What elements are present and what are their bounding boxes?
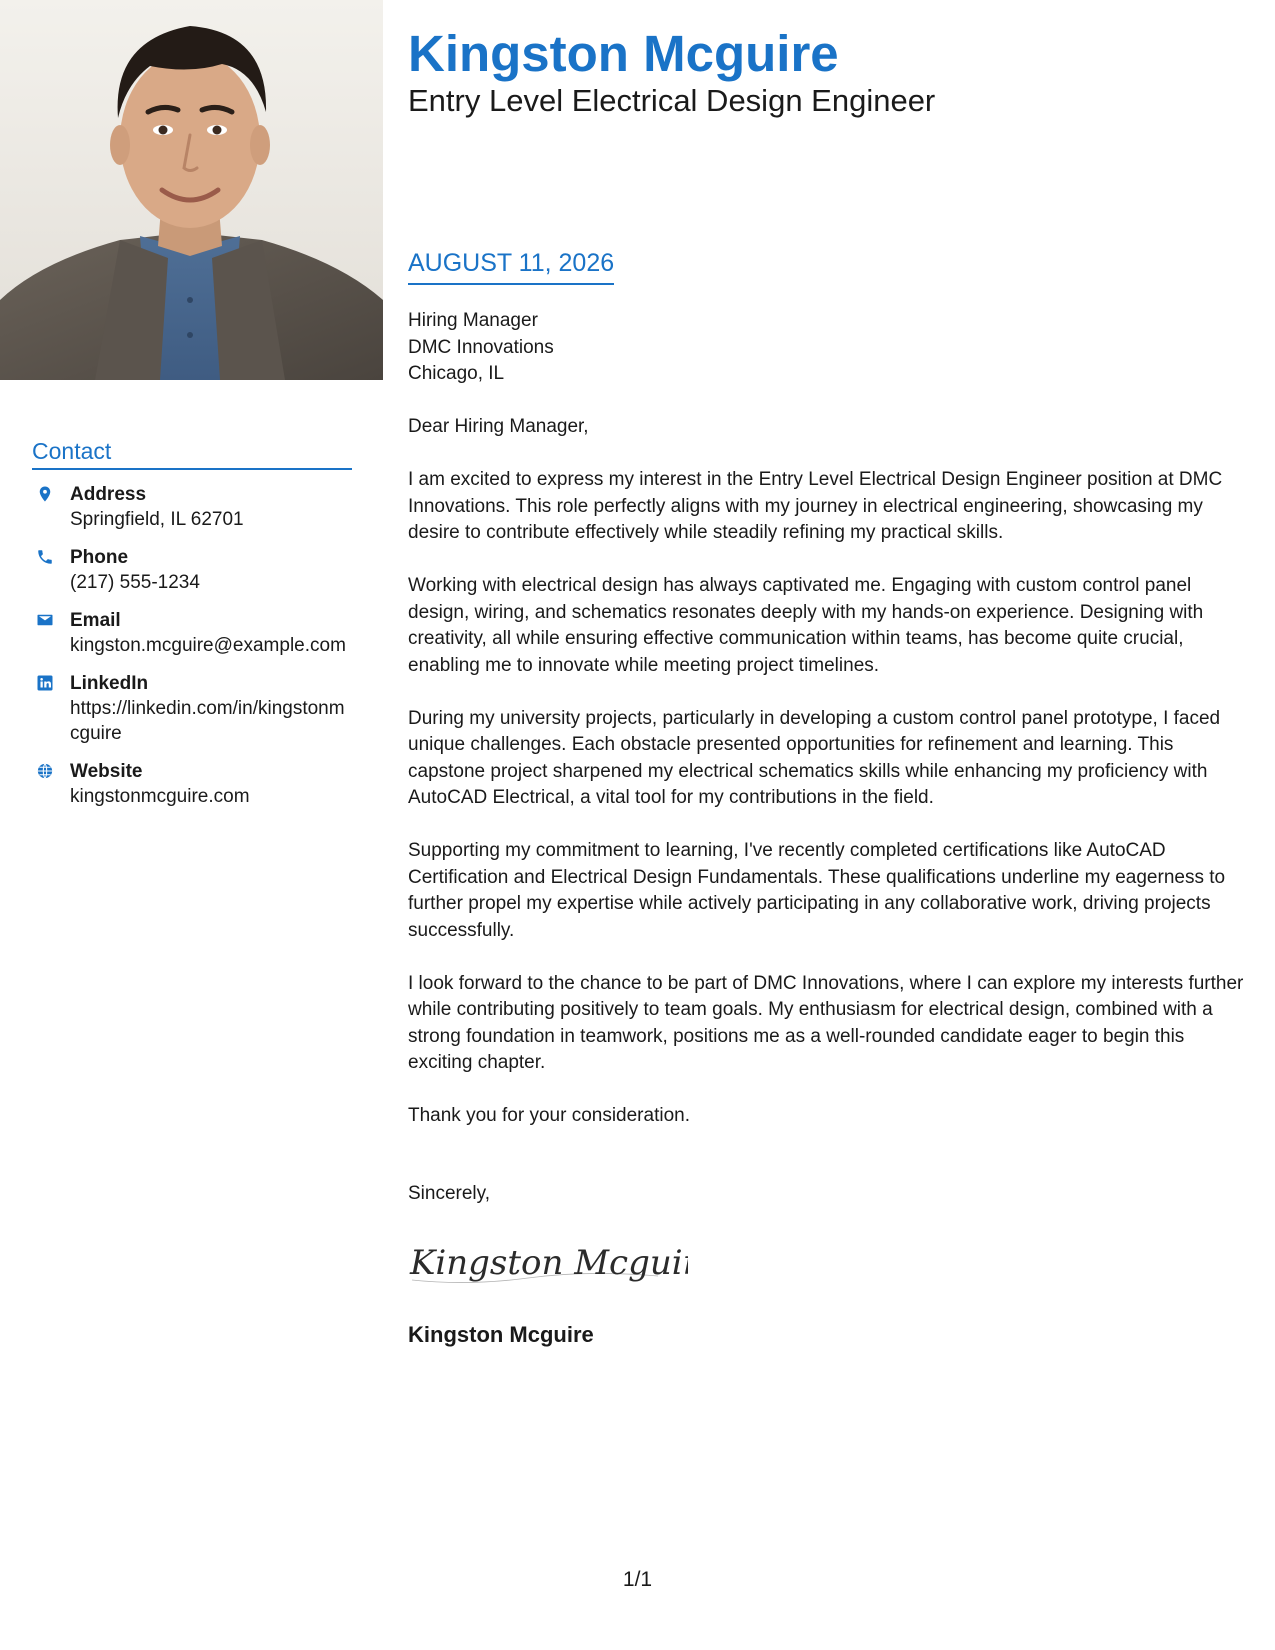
contact-heading: Contact xyxy=(32,438,352,470)
letter-date: AUGUST 11, 2026 xyxy=(408,249,614,285)
body-paragraph: Working with electrical design has always captivated me. Engaging with custom control panel design, wiring, and schematics resonates deeply with my hands-on experience. Designing with creativity, all while ensuring effective communication within teams, has become quite crucial, enabling me to innovate while meeting project timelines. xyxy=(408,575,1204,676)
recipient-line: Hiring Manager xyxy=(408,310,538,331)
recipient-block xyxy=(408,308,554,388)
phone-value[interactable]: (217) 555-1234 xyxy=(70,572,200,593)
contact-item-phone xyxy=(32,545,352,595)
contact-item-email xyxy=(32,608,352,658)
body-paragraph: I look forward to the chance to be part of DMC Innovations, where I can explore my interests further while contributing positively to team goals. My enthusiasm for electrical design, combined with a strong foundation in teamwork, positions me as a well-rounded candidate eager to begin this exciting chapter. xyxy=(408,972,1244,1073)
body-paragraph: Supporting my commitment to learning, I've recently completed certifications like AutoCAD Certification and Electrical Design Fundamentals. These qualifications underline my eagerness to further propel my expertise while actively participating in any collaborative work, driving projects successfully. xyxy=(408,840,1226,941)
contact-item-website xyxy=(32,759,352,809)
website-label: Website xyxy=(70,761,143,782)
contact-item-linkedin xyxy=(32,671,352,746)
svg-text:Kingston Mcguir: Kingston Mcguir xyxy=(410,1243,688,1283)
job-title: Entry Level Electrical Design Engineer xyxy=(408,83,936,118)
envelope-icon xyxy=(32,608,70,658)
phone-icon xyxy=(32,545,70,595)
globe-icon xyxy=(32,759,70,809)
salutation: Dear Hiring Manager, xyxy=(408,416,589,437)
profile-photo xyxy=(0,0,383,380)
handwritten-signature xyxy=(408,1232,688,1292)
contact-section xyxy=(32,438,352,822)
linkedin-label: LinkedIn xyxy=(70,673,149,694)
location-pin-icon xyxy=(32,482,70,532)
linkedin-value[interactable]: https://linkedin.com/in/kingstonmcguire xyxy=(70,698,345,744)
contact-list xyxy=(32,482,352,809)
closing: Sincerely, xyxy=(408,1183,491,1204)
applicant-name: Kingston Mcguire xyxy=(408,25,839,82)
letter-body xyxy=(408,414,1253,1156)
phone-label: Phone xyxy=(70,547,129,568)
website-value[interactable]: kingstonmcguire.com xyxy=(70,786,250,807)
linkedin-icon xyxy=(32,671,70,746)
contact-item-address xyxy=(32,482,352,532)
body-paragraph: During my university projects, particularly in developing a custom control panel prototype, I faced unique challenges. Each obstacle presented opportunities for refinement and learning. This capstone project sharpened my electrical schematics skills while enhancing my proficiency with AutoCAD Electrical, a vital tool for my contributions in the field. xyxy=(408,707,1221,808)
signer-name: Kingston Mcguire xyxy=(408,1322,594,1347)
body-paragraph: I am excited to express my interest in the Entry Level Electrical Design Engineer position at DMC Innovations. This role perfectly aligns with my journey in electrical engineering, showcasing my desire to contribute effectively while steadily refining my practical skills. xyxy=(408,469,1223,543)
email-label: Email xyxy=(70,610,121,631)
body-paragraph: Thank you for your consideration. xyxy=(408,1105,690,1126)
recipient-line: Chicago, IL xyxy=(408,363,505,384)
page-number: 1/1 xyxy=(622,1568,653,1591)
recipient-line: DMC Innovations xyxy=(408,336,554,358)
email-value[interactable]: kingston.mcguire@example.com xyxy=(70,635,346,656)
address-label: Address xyxy=(70,484,147,505)
address-value: Springfield, IL 62701 xyxy=(70,509,244,530)
